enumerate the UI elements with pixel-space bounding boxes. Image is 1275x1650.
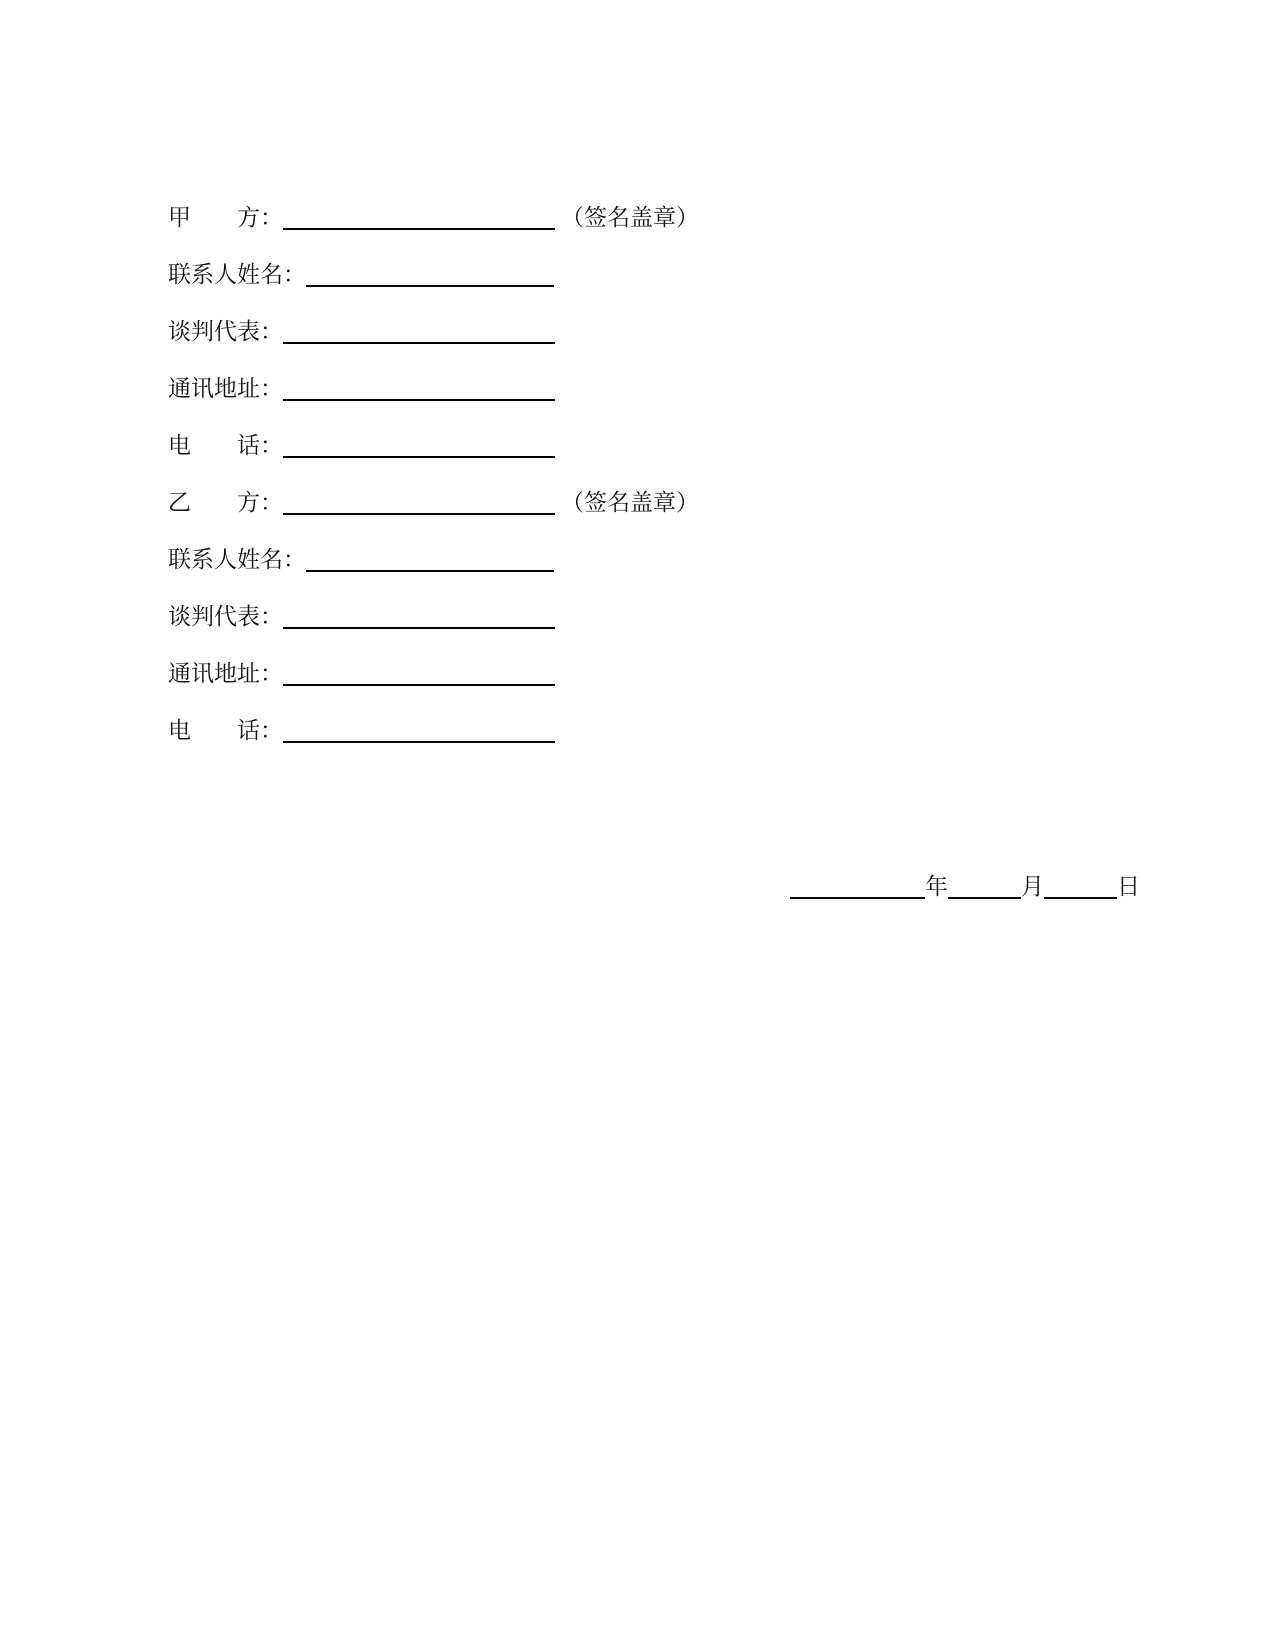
month-line[interactable] [948,897,1021,899]
date-row [790,868,1140,902]
party-b-label: 乙 方： [168,490,283,516]
party-b-phone-label: 电 话： [168,718,283,744]
party-b-rep-line[interactable] [283,627,555,629]
party-b-phone-line[interactable] [283,741,555,743]
day-label: 日 [1117,874,1140,900]
party-a-address-label: 通讯地址： [168,376,283,402]
party-a-seal-note: （签名盖章） [561,205,699,231]
party-b-row [168,484,699,518]
party-a-signature-line[interactable] [283,228,555,230]
party-a-address-line[interactable] [283,399,555,401]
party-b-phone-row [168,712,555,746]
month-label: 月 [1021,874,1044,900]
party-a-rep-line[interactable] [283,342,555,344]
party-a-label: 甲 方： [168,205,283,231]
party-a-phone-row [168,427,555,461]
party-b-seal-note: （签名盖章） [561,490,699,516]
party-b-contact-line[interactable] [306,570,554,572]
year-label: 年 [925,874,948,900]
party-b-rep-label: 谈判代表： [168,604,283,630]
party-b-address-label: 通讯地址： [168,661,283,687]
party-b-address-line[interactable] [283,684,555,686]
year-line[interactable] [790,897,925,899]
party-a-rep-row [168,313,555,347]
party-a-phone-line[interactable] [283,456,555,458]
party-b-contact-label: 联系人姓名： [168,547,306,573]
party-a-rep-label: 谈判代表： [168,319,283,345]
party-a-contact-line[interactable] [306,285,554,287]
party-b-address-row [168,655,555,689]
party-a-phone-label: 电 话： [168,433,283,459]
party-b-contact-row [168,541,554,575]
party-b-rep-row [168,598,555,632]
party-a-contact-row [168,256,554,290]
party-a-contact-label: 联系人姓名： [168,262,306,288]
party-a-row [168,199,699,233]
party-a-address-row [168,370,555,404]
day-line[interactable] [1044,897,1117,899]
party-b-signature-line[interactable] [283,513,555,515]
